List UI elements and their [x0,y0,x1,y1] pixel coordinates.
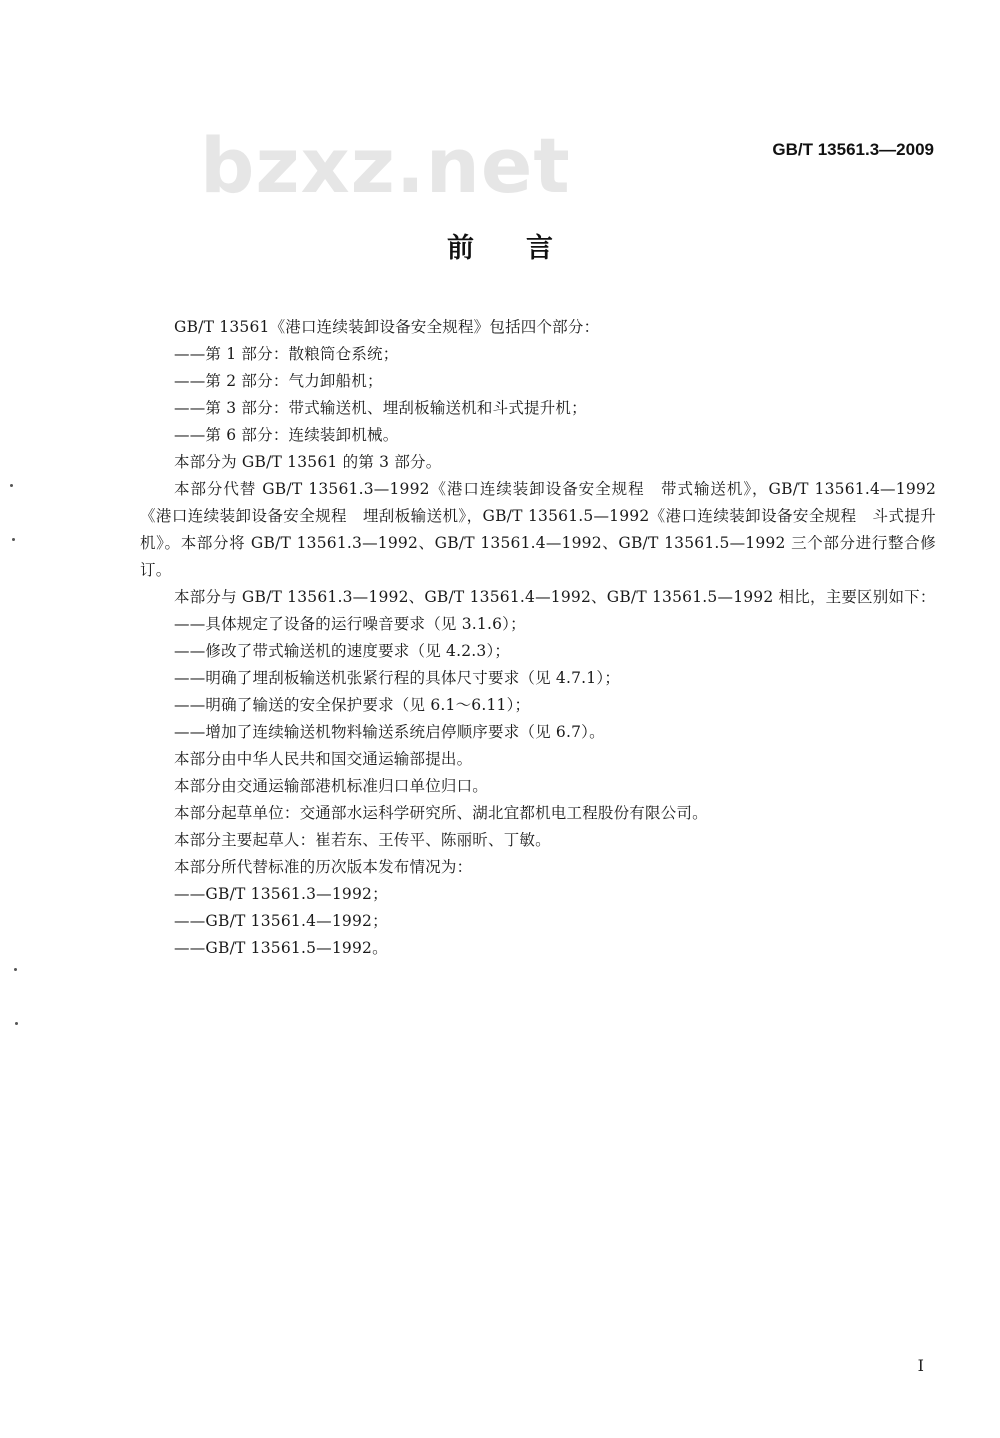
history-list-item: —— GB/T 13561.5—1992。 [140,935,936,962]
intro-paragraph: GB/T 13561《港口连续装卸设备安全规程》包括四个部分： [174,318,600,336]
foreword-body [140,314,936,962]
change-list-item: —— 明确了埋刮板输送机张紧行程的具体尺寸要求（见 4.7.1）； [140,665,936,692]
page-title: 前言 [447,233,605,264]
standard-number-header: GB/T 13561.3—2009 [772,140,934,159]
comparison-intro-paragraph: 本部分与 GB/T 13561.3—1992、GB/T 13561.4—1992、GB/T 13561.5—1992 相比，主要区别如下： [174,588,936,606]
history-intro-paragraph: 本部分所代替标准的历次版本发布情况为： [174,858,473,876]
change-list-item: —— 明确了输送的安全保护要求（见 6.1～6.11）； [140,692,936,719]
page-number: I [917,1356,924,1375]
change-list-item: —— 修改了带式输送机的速度要求（见 4.2.3）； [140,638,936,665]
part-list-item: —— 第 2 部分：气力卸船机； [140,368,936,395]
change-list-item: —— 增加了连续输送机物料输送系统启停顺序要求（见 6.7）。 [140,719,936,746]
replaces-paragraph: 本部分代替 GB/T 13561.3—1992《港口连续装卸设备安全规程 带式输送机》，GB/T 13561.4—1992《港口连续装卸设备安全规程 埋刮板输送机》，GB/T 13561.5—1992《港口连续装卸设备安全规程 斗式提升机》。本部分将 GB/T 13561.3—1992、GB/T 13561.4—1992、GB/T 13561.5—1992 三个部分进行整合修订。 [140,480,936,579]
watermark-text: bzxz.net [200,121,571,210]
scan-speck [12,538,15,541]
managed-by-paragraph: 本部分由交通运输部港机标准归口单位归口。 [174,777,489,795]
scan-speck [15,1022,18,1025]
part-list-item: —— 第 3 部分：带式输送机、埋刮板输送机和斗式提升机； [140,395,936,422]
scan-speck [10,484,13,487]
change-list-item: —— 具体规定了设备的运行噪音要求（见 3.1.6）； [140,611,936,638]
history-list-item: —— GB/T 13561.3—1992； [140,881,936,908]
this-part-paragraph: 本部分为 GB/T 13561 的第 3 部分。 [174,453,442,471]
history-list-item: —— GB/T 13561.4—1992； [140,908,936,935]
proposed-by-paragraph: 本部分由中华人民共和国交通运输部提出。 [174,750,473,768]
part-list-item: —— 第 6 部分：连续装卸机械。 [140,422,936,449]
scan-speck [14,968,17,971]
drafters-paragraph: 本部分主要起草人：崔若东、王传平、陈丽昕、丁敏。 [174,831,551,849]
drafting-units-paragraph: 本部分起草单位：交通部水运科学研究所、湖北宜都机电工程股份有限公司。 [174,804,708,822]
part-list-item: —— 第 1 部分：散粮筒仓系统； [140,341,936,368]
